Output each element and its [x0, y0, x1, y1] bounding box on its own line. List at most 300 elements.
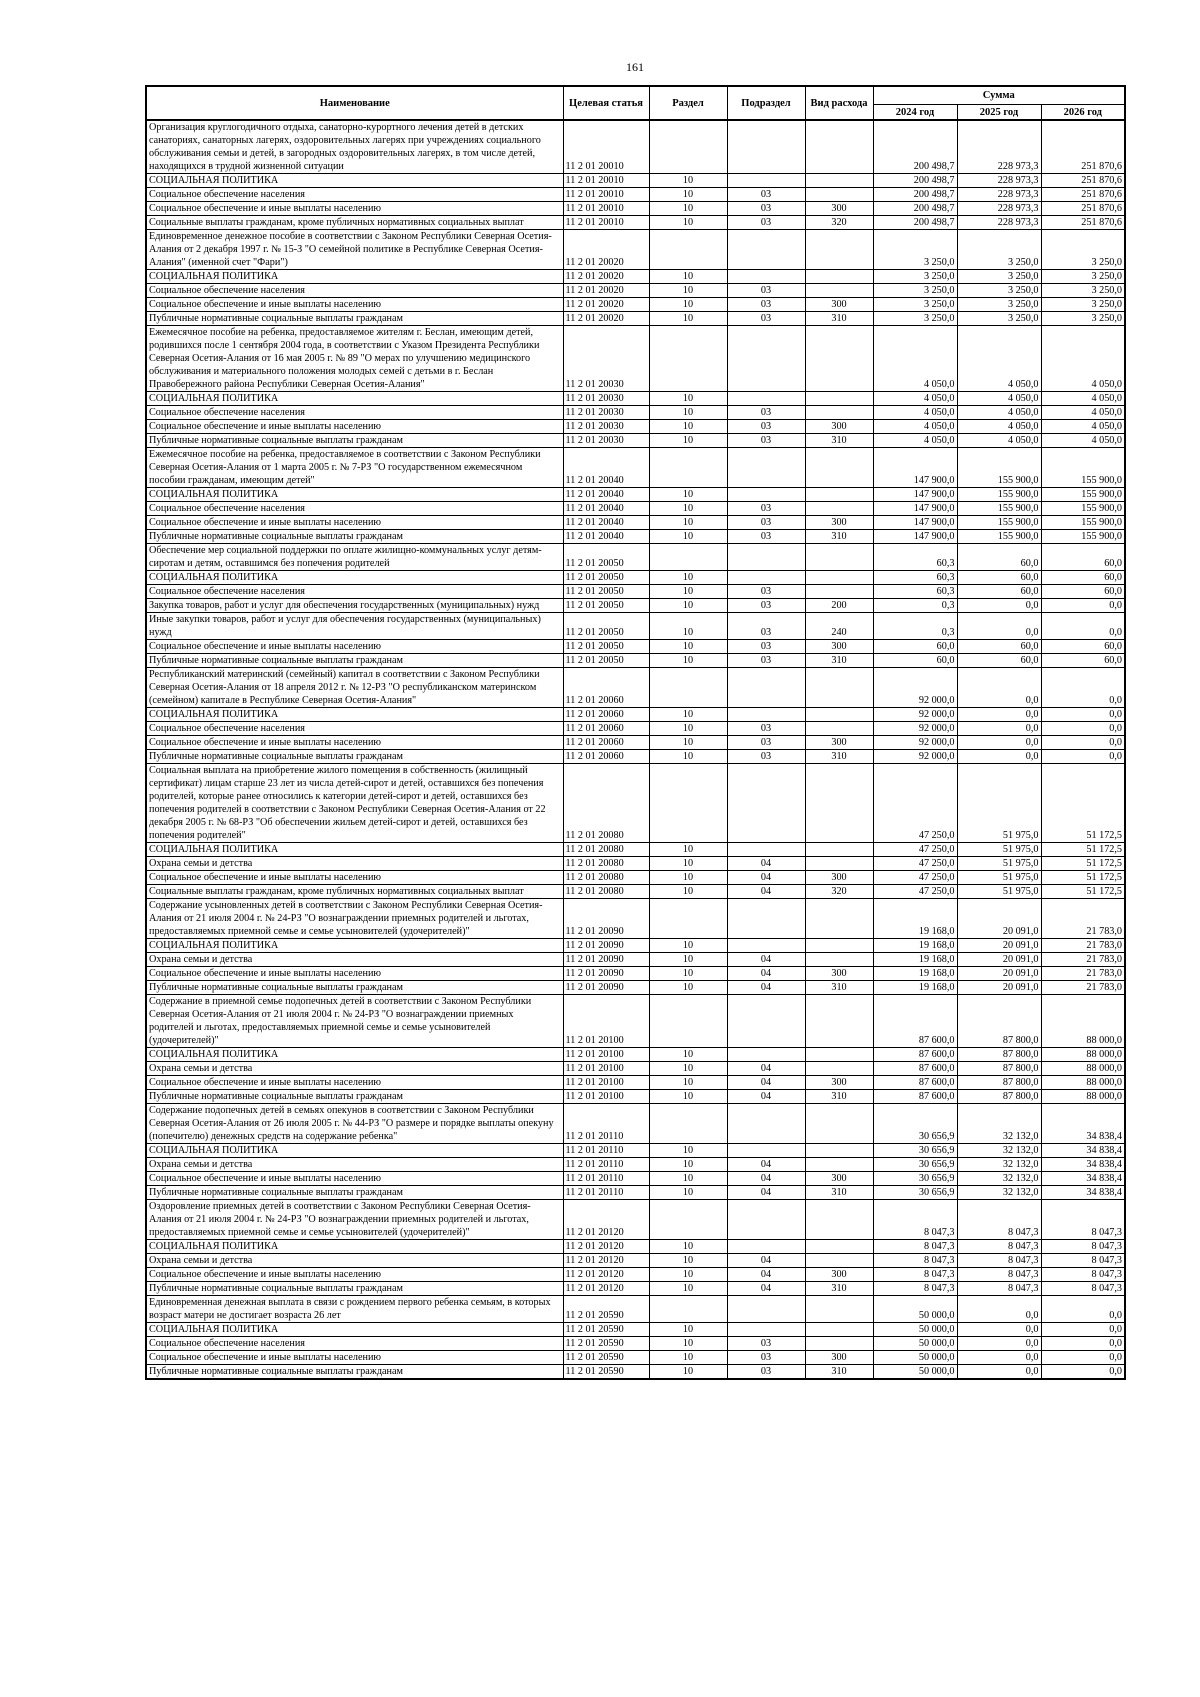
row-name: Социальное обеспечение и иные выплаты населению — [146, 1172, 563, 1186]
row-subsection: 04 — [727, 871, 805, 885]
row-section: 10 — [649, 939, 727, 953]
table-row — [146, 654, 1125, 668]
row-sum-2025: 0,0 — [957, 1323, 1041, 1337]
row-target-code: 11 2 01 20120 — [563, 1282, 649, 1296]
row-target-code: 11 2 01 20030 — [563, 406, 649, 420]
row-sum-2026: 88 000,0 — [1041, 1048, 1125, 1062]
row-target-code: 11 2 01 20010 — [563, 188, 649, 202]
table-row — [146, 1240, 1125, 1254]
row-target-code: 11 2 01 20050 — [563, 613, 649, 640]
row-expense-type — [805, 1048, 873, 1062]
row-subsection — [727, 764, 805, 843]
table-row — [146, 1076, 1125, 1090]
row-subsection: 04 — [727, 885, 805, 899]
row-subsection: 03 — [727, 1337, 805, 1351]
row-sum-2026: 60,0 — [1041, 585, 1125, 599]
table-row — [146, 502, 1125, 516]
row-subsection — [727, 544, 805, 571]
table-row — [146, 1200, 1125, 1240]
row-section — [649, 899, 727, 939]
table-row — [146, 871, 1125, 885]
row-section: 10 — [649, 1254, 727, 1268]
row-sum-2025: 51 975,0 — [957, 885, 1041, 899]
row-sum-2025: 60,0 — [957, 654, 1041, 668]
row-section: 10 — [649, 1365, 727, 1380]
row-sum-2026: 21 783,0 — [1041, 939, 1125, 953]
row-sum-2025: 3 250,0 — [957, 284, 1041, 298]
header-year-2024: 2024 год — [873, 105, 957, 121]
row-subsection: 03 — [727, 312, 805, 326]
row-expense-type: 300 — [805, 736, 873, 750]
row-sum-2025: 60,0 — [957, 640, 1041, 654]
table-header — [146, 86, 1125, 120]
table-row — [146, 750, 1125, 764]
row-target-code: 11 2 01 20080 — [563, 885, 649, 899]
row-expense-type — [805, 392, 873, 406]
row-sum-2025: 87 800,0 — [957, 1062, 1041, 1076]
row-target-code: 11 2 01 20080 — [563, 843, 649, 857]
row-sum-2025: 51 975,0 — [957, 843, 1041, 857]
row-sum-2026: 21 783,0 — [1041, 953, 1125, 967]
table-row — [146, 708, 1125, 722]
row-subsection — [727, 1144, 805, 1158]
row-section — [649, 326, 727, 392]
row-sum-2025: 0,0 — [957, 1296, 1041, 1323]
row-expense-type: 300 — [805, 967, 873, 981]
row-sum-2025: 20 091,0 — [957, 953, 1041, 967]
row-expense-type — [805, 1062, 873, 1076]
row-subsection: 03 — [727, 516, 805, 530]
row-sum-2025: 87 800,0 — [957, 1048, 1041, 1062]
row-name: Социальная выплата на приобретение жилого помещения в собственность (жилищный сертификат) лицам старше 23 лет из числа детей-сирот и детей, оставшихся без попечения родителей, которые ранее относились к категории детей-сирот и детей, оставшихся без попечения родителей в соответствии с Законом Республики Северная Осетия-Алания от 22 декабря 2005 г. № 68-РЗ "Об обеспечении жильем детей-сирот и детей, оставшихся без попечения родителей" — [146, 764, 563, 843]
row-sum-2024: 200 498,7 — [873, 174, 957, 188]
row-sum-2025: 51 975,0 — [957, 764, 1041, 843]
row-sum-2025: 228 973,3 — [957, 202, 1041, 216]
table-row — [146, 1062, 1125, 1076]
table-row — [146, 1268, 1125, 1282]
table-row — [146, 736, 1125, 750]
row-subsection — [727, 326, 805, 392]
table-row — [146, 1296, 1125, 1323]
row-sum-2024: 30 656,9 — [873, 1104, 957, 1144]
row-section: 10 — [649, 654, 727, 668]
row-sum-2025: 20 091,0 — [957, 967, 1041, 981]
row-sum-2026: 3 250,0 — [1041, 270, 1125, 284]
row-sum-2026: 51 172,5 — [1041, 843, 1125, 857]
row-name: Социальное обеспечение населения — [146, 284, 563, 298]
row-target-code: 11 2 01 20060 — [563, 750, 649, 764]
row-sum-2025: 0,0 — [957, 599, 1041, 613]
page-number: 161 — [626, 60, 644, 74]
row-expense-type: 310 — [805, 434, 873, 448]
row-section: 10 — [649, 1090, 727, 1104]
row-subsection: 03 — [727, 599, 805, 613]
row-subsection — [727, 1200, 805, 1240]
row-sum-2024: 200 498,7 — [873, 120, 957, 174]
row-target-code: 11 2 01 20040 — [563, 488, 649, 502]
row-expense-type — [805, 585, 873, 599]
row-target-code: 11 2 01 20010 — [563, 174, 649, 188]
row-expense-type — [805, 448, 873, 488]
row-sum-2024: 60,0 — [873, 654, 957, 668]
row-sum-2026: 4 050,0 — [1041, 434, 1125, 448]
row-name: Иные закупки товаров, работ и услуг для обеспечения государственных (муниципальных) нужд — [146, 613, 563, 640]
row-subsection — [727, 708, 805, 722]
row-name: Социальное обеспечение и иные выплаты населению — [146, 420, 563, 434]
row-target-code: 11 2 01 20590 — [563, 1351, 649, 1365]
row-subsection: 03 — [727, 188, 805, 202]
row-name: Содержание подопечных детей в семьях опекунов в соответствии с Законом Республики Северная Осетия-Алания от 26 июля 2005 г. № 44-РЗ "О размере и порядке выплаты опекуну (попечителю) денежных средств на содержание ребенка" — [146, 1104, 563, 1144]
row-sum-2025: 32 132,0 — [957, 1158, 1041, 1172]
row-sum-2025: 4 050,0 — [957, 434, 1041, 448]
row-expense-type — [805, 284, 873, 298]
row-sum-2025: 8 047,3 — [957, 1268, 1041, 1282]
row-name: СОЦИАЛЬНАЯ ПОЛИТИКА — [146, 708, 563, 722]
row-sum-2025: 0,0 — [957, 708, 1041, 722]
row-target-code: 11 2 01 20020 — [563, 298, 649, 312]
row-target-code: 11 2 01 20040 — [563, 516, 649, 530]
row-sum-2025: 155 900,0 — [957, 448, 1041, 488]
row-sum-2024: 200 498,7 — [873, 202, 957, 216]
row-sum-2026: 8 047,3 — [1041, 1268, 1125, 1282]
table-row — [146, 284, 1125, 298]
row-sum-2026: 4 050,0 — [1041, 392, 1125, 406]
table-row — [146, 1144, 1125, 1158]
row-sum-2024: 8 047,3 — [873, 1282, 957, 1296]
row-subsection: 04 — [727, 1090, 805, 1104]
row-sum-2025: 32 132,0 — [957, 1172, 1041, 1186]
row-name: Социальное обеспечение населения — [146, 188, 563, 202]
header-expense-type: Вид расхода — [805, 86, 873, 120]
row-sum-2024: 200 498,7 — [873, 188, 957, 202]
row-sum-2024: 0,3 — [873, 613, 957, 640]
table-row — [146, 571, 1125, 585]
row-target-code: 11 2 01 20050 — [563, 599, 649, 613]
row-sum-2025: 20 091,0 — [957, 899, 1041, 939]
row-target-code: 11 2 01 20060 — [563, 708, 649, 722]
row-target-code: 11 2 01 20110 — [563, 1144, 649, 1158]
row-subsection: 03 — [727, 420, 805, 434]
row-target-code: 11 2 01 20050 — [563, 571, 649, 585]
row-expense-type: 310 — [805, 1365, 873, 1380]
row-sum-2026: 51 172,5 — [1041, 885, 1125, 899]
row-target-code: 11 2 01 20120 — [563, 1200, 649, 1240]
row-sum-2024: 47 250,0 — [873, 885, 957, 899]
table-row — [146, 599, 1125, 613]
row-sum-2025: 0,0 — [957, 1365, 1041, 1380]
row-section: 10 — [649, 1268, 727, 1282]
row-section: 10 — [649, 885, 727, 899]
row-sum-2026: 51 172,5 — [1041, 764, 1125, 843]
row-expense-type: 310 — [805, 981, 873, 995]
row-target-code: 11 2 01 20590 — [563, 1337, 649, 1351]
row-name: Социальное обеспечение и иные выплаты населению — [146, 202, 563, 216]
header-sum: Сумма — [873, 86, 1125, 105]
row-sum-2024: 4 050,0 — [873, 392, 957, 406]
row-sum-2026: 0,0 — [1041, 1323, 1125, 1337]
row-sum-2024: 60,3 — [873, 544, 957, 571]
row-expense-type: 310 — [805, 1186, 873, 1200]
row-section: 10 — [649, 1240, 727, 1254]
row-section: 10 — [649, 1062, 727, 1076]
row-target-code: 11 2 01 20060 — [563, 668, 649, 708]
row-subsection: 03 — [727, 202, 805, 216]
row-expense-type — [805, 1200, 873, 1240]
row-expense-type — [805, 230, 873, 270]
row-section: 10 — [649, 708, 727, 722]
table-body — [146, 120, 1125, 1379]
row-target-code: 11 2 01 20100 — [563, 1062, 649, 1076]
row-sum-2026: 0,0 — [1041, 1351, 1125, 1365]
table-row — [146, 885, 1125, 899]
row-sum-2025: 51 975,0 — [957, 871, 1041, 885]
row-sum-2026: 251 870,6 — [1041, 120, 1125, 174]
row-sum-2024: 92 000,0 — [873, 668, 957, 708]
row-subsection: 03 — [727, 654, 805, 668]
row-subsection: 04 — [727, 857, 805, 871]
row-sum-2025: 3 250,0 — [957, 312, 1041, 326]
row-name: Охрана семьи и детства — [146, 857, 563, 871]
row-name: Социальное обеспечение и иные выплаты населению — [146, 871, 563, 885]
header-name: Наименование — [146, 86, 563, 120]
row-sum-2024: 19 168,0 — [873, 967, 957, 981]
row-sum-2024: 19 168,0 — [873, 939, 957, 953]
row-sum-2025: 51 975,0 — [957, 857, 1041, 871]
row-expense-type — [805, 722, 873, 736]
row-sum-2024: 87 600,0 — [873, 1062, 957, 1076]
row-sum-2025: 0,0 — [957, 668, 1041, 708]
row-target-code: 11 2 01 20110 — [563, 1172, 649, 1186]
row-subsection — [727, 1048, 805, 1062]
row-sum-2024: 3 250,0 — [873, 312, 957, 326]
row-target-code: 11 2 01 20120 — [563, 1268, 649, 1282]
row-expense-type — [805, 188, 873, 202]
row-expense-type: 300 — [805, 1172, 873, 1186]
row-name: Обеспечение мер социальной поддержки по оплате жилищно-коммунальных услуг детям-сиротам и детям, оставшимся без попечения родителей — [146, 544, 563, 571]
row-sum-2026: 0,0 — [1041, 708, 1125, 722]
row-sum-2024: 30 656,9 — [873, 1158, 957, 1172]
row-sum-2025: 60,0 — [957, 571, 1041, 585]
row-target-code: 11 2 01 20590 — [563, 1296, 649, 1323]
row-sum-2024: 4 050,0 — [873, 406, 957, 420]
row-target-code: 11 2 01 20050 — [563, 544, 649, 571]
row-expense-type — [805, 1240, 873, 1254]
row-expense-type — [805, 764, 873, 843]
row-section: 10 — [649, 174, 727, 188]
row-sum-2025: 155 900,0 — [957, 530, 1041, 544]
row-section: 10 — [649, 516, 727, 530]
row-target-code: 11 2 01 20050 — [563, 640, 649, 654]
row-sum-2026: 8 047,3 — [1041, 1200, 1125, 1240]
row-subsection: 03 — [727, 216, 805, 230]
row-sum-2024: 47 250,0 — [873, 764, 957, 843]
row-section: 10 — [649, 1144, 727, 1158]
row-sum-2026: 0,0 — [1041, 1337, 1125, 1351]
row-expense-type: 310 — [805, 530, 873, 544]
row-section: 10 — [649, 434, 727, 448]
row-sum-2024: 92 000,0 — [873, 736, 957, 750]
row-sum-2024: 92 000,0 — [873, 722, 957, 736]
table-row — [146, 120, 1125, 174]
row-section: 10 — [649, 981, 727, 995]
row-sum-2024: 47 250,0 — [873, 871, 957, 885]
row-sum-2026: 0,0 — [1041, 722, 1125, 736]
row-section: 10 — [649, 857, 727, 871]
row-target-code: 11 2 01 20100 — [563, 995, 649, 1048]
row-section: 10 — [649, 202, 727, 216]
row-subsection — [727, 1240, 805, 1254]
row-sum-2026: 34 838,4 — [1041, 1104, 1125, 1144]
row-name: Социальное обеспечение населения — [146, 406, 563, 420]
row-expense-type: 300 — [805, 640, 873, 654]
row-name: СОЦИАЛЬНАЯ ПОЛИТИКА — [146, 1144, 563, 1158]
row-sum-2026: 0,0 — [1041, 668, 1125, 708]
table-row — [146, 312, 1125, 326]
row-target-code: 11 2 01 20100 — [563, 1076, 649, 1090]
table-row — [146, 202, 1125, 216]
row-name: Ежемесячное пособие на ребенка, предоставляемое жителям г. Беслан, имеющим детей, родившихся после 1 сентября 2004 года, в соответствии с Указом Президента Республики Северная Осетия-Алания от 16 мая 2005 г. № 89 "О мерах по улучшению медицинского обслуживания и материального положения молодых семей с детьми в г. Беслан Правобережного района Республики Северная Осетия-Алания" — [146, 326, 563, 392]
row-sum-2026: 60,0 — [1041, 654, 1125, 668]
table-row — [146, 420, 1125, 434]
row-sum-2024: 3 250,0 — [873, 284, 957, 298]
row-subsection: 04 — [727, 967, 805, 981]
row-section: 10 — [649, 1351, 727, 1365]
row-sum-2024: 3 250,0 — [873, 270, 957, 284]
row-sum-2024: 47 250,0 — [873, 857, 957, 871]
row-sum-2026: 3 250,0 — [1041, 230, 1125, 270]
row-sum-2024: 200 498,7 — [873, 216, 957, 230]
row-name: Социальное обеспечение населения — [146, 722, 563, 736]
row-sum-2026: 0,0 — [1041, 1365, 1125, 1380]
row-sum-2024: 50 000,0 — [873, 1296, 957, 1323]
table-row — [146, 953, 1125, 967]
row-name: Ежемесячное пособие на ребенка, предоставляемое в соответствии с Законом Республики Северная Осетия-Алания от 1 марта 2005 г. № 7-РЗ "О государственном ежемесячном пособии гражданам, имеющим детей" — [146, 448, 563, 488]
row-name: Публичные нормативные социальные выплаты гражданам — [146, 1186, 563, 1200]
row-name: СОЦИАЛЬНАЯ ПОЛИТИКА — [146, 1323, 563, 1337]
row-subsection: 04 — [727, 1172, 805, 1186]
row-sum-2026: 155 900,0 — [1041, 448, 1125, 488]
row-sum-2026: 251 870,6 — [1041, 216, 1125, 230]
row-sum-2025: 8 047,3 — [957, 1240, 1041, 1254]
row-sum-2024: 19 168,0 — [873, 981, 957, 995]
row-name: Социальное обеспечение и иные выплаты населению — [146, 967, 563, 981]
table-row — [146, 230, 1125, 270]
table-row — [146, 981, 1125, 995]
row-target-code: 11 2 01 20100 — [563, 1090, 649, 1104]
row-section: 10 — [649, 312, 727, 326]
row-target-code: 11 2 01 20050 — [563, 654, 649, 668]
row-name: СОЦИАЛЬНАЯ ПОЛИТИКА — [146, 1048, 563, 1062]
table-row — [146, 544, 1125, 571]
row-sum-2024: 19 168,0 — [873, 953, 957, 967]
row-name: Социальное обеспечение населения — [146, 502, 563, 516]
row-target-code: 11 2 01 20110 — [563, 1158, 649, 1172]
row-sum-2026: 3 250,0 — [1041, 284, 1125, 298]
row-name: Публичные нормативные социальные выплаты гражданам — [146, 434, 563, 448]
row-sum-2025: 155 900,0 — [957, 502, 1041, 516]
row-sum-2025: 4 050,0 — [957, 326, 1041, 392]
row-sum-2026: 4 050,0 — [1041, 420, 1125, 434]
row-sum-2026: 34 838,4 — [1041, 1144, 1125, 1158]
row-subsection: 03 — [727, 434, 805, 448]
row-sum-2025: 32 132,0 — [957, 1104, 1041, 1144]
row-target-code: 11 2 01 20080 — [563, 764, 649, 843]
row-sum-2024: 4 050,0 — [873, 434, 957, 448]
row-sum-2026: 251 870,6 — [1041, 202, 1125, 216]
header-target: Целевая статья — [563, 86, 649, 120]
row-name: Закупка товаров, работ и услуг для обеспечения государственных (муниципальных) нужд — [146, 599, 563, 613]
row-name: Публичные нормативные социальные выплаты гражданам — [146, 654, 563, 668]
row-sum-2024: 8 047,3 — [873, 1268, 957, 1282]
row-expense-type: 310 — [805, 1282, 873, 1296]
row-sum-2024: 30 656,9 — [873, 1144, 957, 1158]
table-row — [146, 174, 1125, 188]
table-row — [146, 216, 1125, 230]
row-target-code: 11 2 01 20100 — [563, 1048, 649, 1062]
row-name: Социальное обеспечение и иные выплаты населению — [146, 1268, 563, 1282]
row-name: СОЦИАЛЬНАЯ ПОЛИТИКА — [146, 571, 563, 585]
row-name: Социальное обеспечение населения — [146, 1337, 563, 1351]
row-sum-2025: 4 050,0 — [957, 406, 1041, 420]
row-subsection: 04 — [727, 981, 805, 995]
row-section — [649, 120, 727, 174]
table-row — [146, 434, 1125, 448]
row-name: Охрана семьи и детства — [146, 1254, 563, 1268]
row-expense-type — [805, 708, 873, 722]
row-name: Социальные выплаты гражданам, кроме публичных нормативных социальных выплат — [146, 216, 563, 230]
row-name: Публичные нормативные социальные выплаты гражданам — [146, 1090, 563, 1104]
row-target-code: 11 2 01 20040 — [563, 502, 649, 516]
row-name: СОЦИАЛЬНАЯ ПОЛИТИКА — [146, 392, 563, 406]
row-name: Публичные нормативные социальные выплаты гражданам — [146, 750, 563, 764]
row-sum-2025: 0,0 — [957, 613, 1041, 640]
row-expense-type: 300 — [805, 1076, 873, 1090]
table-row — [146, 1090, 1125, 1104]
row-sum-2026: 21 783,0 — [1041, 967, 1125, 981]
row-section: 10 — [649, 843, 727, 857]
row-section: 10 — [649, 953, 727, 967]
row-sum-2024: 3 250,0 — [873, 298, 957, 312]
row-sum-2024: 50 000,0 — [873, 1323, 957, 1337]
row-target-code: 11 2 01 20010 — [563, 202, 649, 216]
row-sum-2026: 251 870,6 — [1041, 174, 1125, 188]
row-sum-2026: 34 838,4 — [1041, 1172, 1125, 1186]
row-expense-type — [805, 1104, 873, 1144]
row-sum-2024: 87 600,0 — [873, 1076, 957, 1090]
row-target-code: 11 2 01 20060 — [563, 736, 649, 750]
row-sum-2024: 8 047,3 — [873, 1200, 957, 1240]
row-name: Оздоровление приемных детей в соответствии с Законом Республики Северная Осетия-Алания от 21 июля 2004 г. № 24-РЗ "О вознаграждении приемных родителей и льготах, предоставляемых приемной семье и семье усыновителей (удочерителей)" — [146, 1200, 563, 1240]
row-sum-2024: 50 000,0 — [873, 1365, 957, 1380]
row-sum-2026: 0,0 — [1041, 613, 1125, 640]
table-row — [146, 995, 1125, 1048]
row-subsection — [727, 448, 805, 488]
row-expense-type: 310 — [805, 654, 873, 668]
table-row — [146, 406, 1125, 420]
row-target-code: 11 2 01 20110 — [563, 1186, 649, 1200]
row-subsection: 04 — [727, 1158, 805, 1172]
row-sum-2026: 4 050,0 — [1041, 326, 1125, 392]
row-sum-2025: 155 900,0 — [957, 516, 1041, 530]
row-expense-type — [805, 939, 873, 953]
row-target-code: 11 2 01 20030 — [563, 434, 649, 448]
row-target-code: 11 2 01 20030 — [563, 392, 649, 406]
row-expense-type — [805, 953, 873, 967]
row-sum-2025: 155 900,0 — [957, 488, 1041, 502]
row-name: Социальное обеспечение населения — [146, 585, 563, 599]
row-sum-2024: 60,3 — [873, 571, 957, 585]
row-sum-2026: 21 783,0 — [1041, 899, 1125, 939]
